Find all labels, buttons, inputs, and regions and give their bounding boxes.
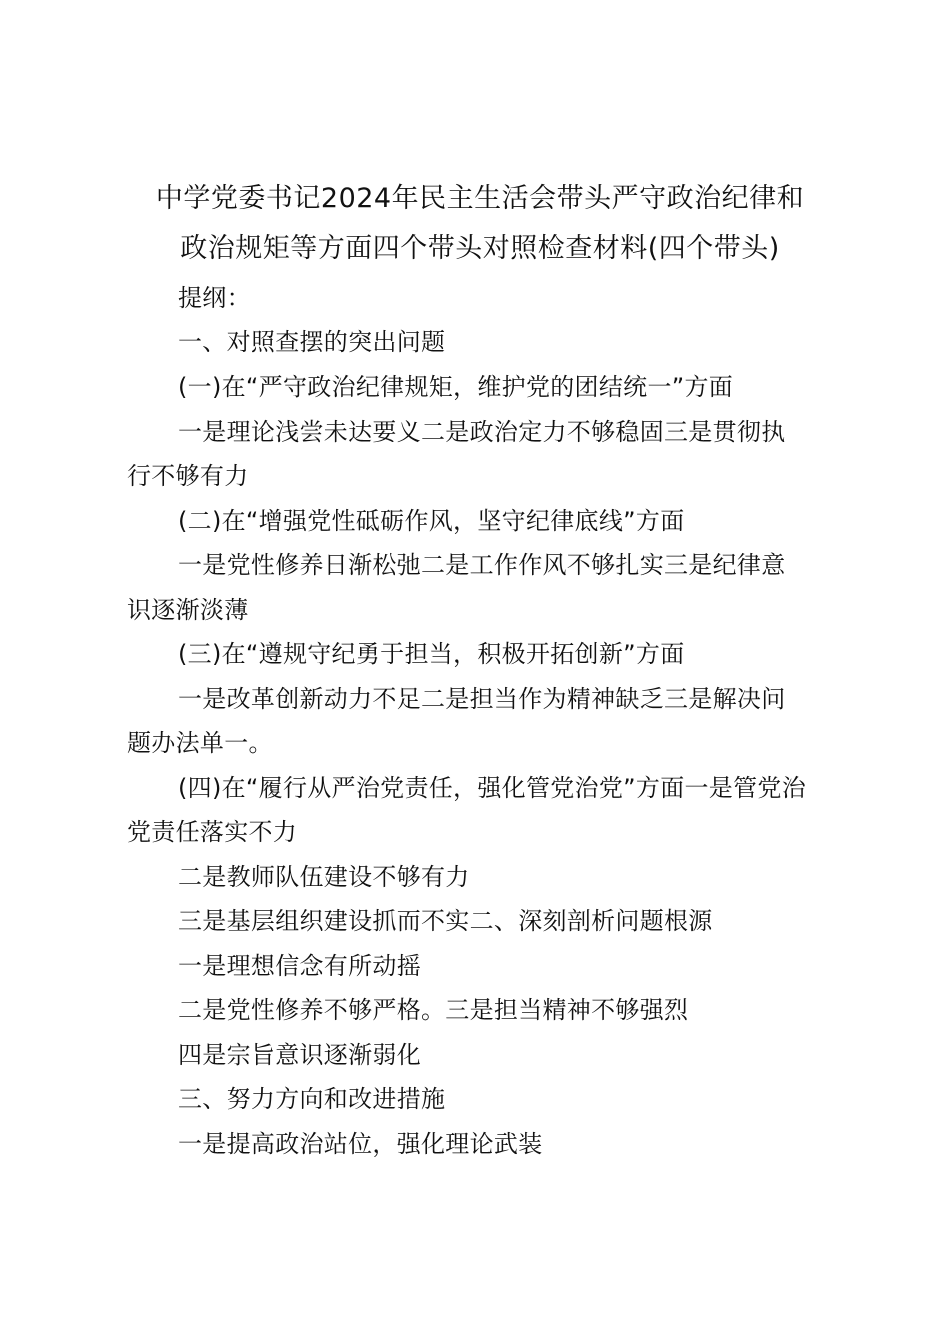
subsection-heading-3: (三)在“遵规守纪勇于担当，积极开拓创新”方面 [178,640,685,668]
paragraph-line: 一是理想信念有所动摇 [178,952,421,980]
subsection-heading-1: (一)在“严守政治纪律规矩，维护党的团结统一”方面 [178,373,734,401]
subsection-heading-2: (二)在“增强党性砥砺作风，坚守纪律底线”方面 [178,507,685,535]
document-title-line-2: 政治规矩等方面四个带头对照检查材料(四个带头) [180,233,780,264]
section-heading-1: 一、对照查摆的突出问题 [178,328,446,356]
paragraph-line: 四是宗旨意识逐渐弱化 [178,1041,421,1069]
paragraph-line: 一是理论浅尝未达要义二是政治定力不够稳固三是贯彻执 [178,418,786,446]
paragraph-line: 一是党性修养日渐松弛二是工作作风不够扎实三是纪律意 [178,551,786,579]
paragraph-line: 二是教师队伍建设不够有力 [178,863,470,891]
subsection-heading-4: (四)在“履行从严治党责任，强化管党治党”方面一是管党治 [178,774,806,802]
document-title-line-1: 中学党委书记2024年民主生活会带头严守政治纪律和 [155,183,805,214]
section-heading-3: 三、努力方向和改进措施 [178,1085,446,1113]
paragraph-line: 党责任落实不力 [127,818,298,846]
paragraph-line: 二是党性修养不够严格。三是担当精神不够强烈 [178,996,689,1024]
paragraph-line: 一是改革创新动力不足二是担当作为精神缺乏三是解决问 [178,685,786,713]
paragraph-line: 行不够有力 [127,462,249,490]
outline-label: 提纲： [178,284,251,312]
paragraph-line: 识逐渐淡薄 [127,596,249,624]
paragraph-line: 一是提高政治站位，强化理论武装 [178,1130,543,1158]
paragraph-line: 题办法单一。 [127,729,273,757]
paragraph-line: 三是基层组织建设抓而不实二、深刻剖析问题根源 [178,907,713,935]
